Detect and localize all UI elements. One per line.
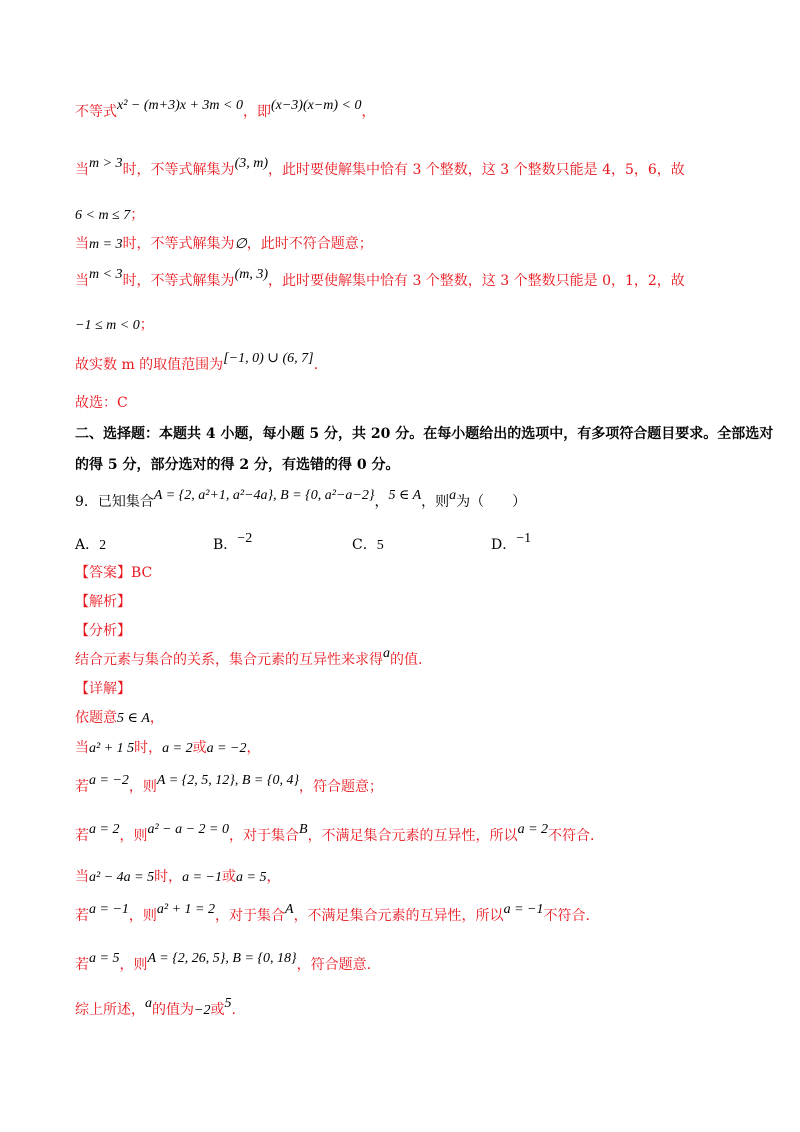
text-span: ，则 <box>119 828 148 844</box>
text-span: 若 <box>75 908 89 924</box>
text-span: ，不满足集合元素的互异性，所以 <box>307 828 518 844</box>
text-span: . <box>231 1002 236 1018</box>
text-span: ，对于集合 <box>229 828 299 844</box>
answer-line <box>75 563 152 583</box>
text-span: 当 <box>75 273 89 289</box>
text-line <box>75 902 590 927</box>
math-expression: a² − a − 2 = 0 <box>147 822 229 837</box>
text-span: ，此时不符合题意； <box>246 236 373 252</box>
text-span: 或 <box>192 740 207 756</box>
text-span: 【解析】 <box>75 594 131 610</box>
option-d <box>491 531 532 554</box>
section-heading <box>75 455 399 475</box>
text-span: 或 <box>222 869 236 885</box>
math-expression: A <box>285 902 294 917</box>
text-line <box>75 267 685 292</box>
option-label: D． <box>491 537 517 553</box>
text-span: ， <box>149 710 164 726</box>
text-span: 时，不等式解集为 <box>122 162 235 178</box>
math-expression: (x−3)(x−m) < 0 <box>270 98 362 113</box>
text-span: 若 <box>75 828 89 844</box>
text-span: 时，不等式解集为 <box>122 273 235 289</box>
text-line <box>75 98 376 123</box>
text-line <box>75 773 384 798</box>
math-expression: A = {2, 26, 5}, B = {0, 18} <box>147 951 297 966</box>
math-expression: a = −1 <box>89 902 129 917</box>
detail-heading <box>75 679 131 699</box>
math-expression: m > 3 <box>89 156 123 171</box>
text-span: 依题意 <box>75 710 117 726</box>
text-span: 当 <box>75 236 89 252</box>
text-span: ， <box>246 740 261 756</box>
text-span: 当 <box>75 162 89 178</box>
option-value: −2 <box>237 531 253 546</box>
option-b <box>213 531 253 554</box>
section-heading <box>75 424 773 444</box>
text-line <box>75 867 280 888</box>
option-label: A． <box>75 537 100 553</box>
math-expression: m = 3 <box>89 237 123 252</box>
text-span: ，则 <box>421 494 450 510</box>
option-value: 2 <box>99 538 107 553</box>
text-span: 若 <box>75 779 89 795</box>
math-expression: (3, m) <box>234 156 268 171</box>
math-expression: B <box>299 822 308 837</box>
math-expression: 5 ∈ A <box>388 488 422 503</box>
text-span: 9．已知集合 <box>75 494 154 510</box>
text-span: ； <box>130 207 145 223</box>
text-span: ，不满足集合元素的互异性，所以 <box>293 908 504 924</box>
text-span: 当 <box>75 869 89 885</box>
text-line <box>75 822 595 847</box>
text-line <box>75 205 144 226</box>
text-line <box>75 393 128 413</box>
option-value: 5 <box>376 538 384 553</box>
text-span: ，即 <box>242 104 271 120</box>
text-span: ； <box>139 317 154 333</box>
text-span: 当 <box>75 740 89 756</box>
math-expression: −1 ≤ m < 0 <box>75 318 140 333</box>
analysis-subheading <box>75 621 131 641</box>
math-expression: a <box>145 996 152 1011</box>
text-span: 的值. <box>390 652 423 668</box>
heading-text: 二、选择题：本题共 4 小题，每小题 5 分，共 20 分。在每小题给出的选项中，有多项符合题目要求。全部选对 <box>75 426 774 442</box>
text-line <box>75 708 164 729</box>
math-expression: a² + 1 5 <box>89 741 135 756</box>
text-line <box>75 951 372 976</box>
math-expression: [−1, 0) ∪ (6, 7] <box>223 351 314 366</box>
math-expression: A = {2, a²+1, a²−4a}, B = {0, a²−a−2} <box>153 488 375 503</box>
question-stem <box>75 488 527 513</box>
text-span: 结合元素与集合的关系，集合元素的互异性来求得 <box>75 652 383 668</box>
math-expression: a = −1 <box>182 870 222 885</box>
heading-text: 的得 5 分，部分选对的得 2 分，有选错的得 0 分。 <box>75 457 400 473</box>
text-span: 【详解】 <box>75 681 131 697</box>
text-span: 不符合. <box>543 908 590 924</box>
math-expression: a = 5 <box>236 870 267 885</box>
math-expression: a <box>449 488 457 503</box>
math-expression: a² + 1 = 2 <box>156 902 215 917</box>
math-expression: −2 <box>194 1003 211 1018</box>
text-span: 若 <box>75 957 89 973</box>
text-line <box>75 996 236 1021</box>
text-span: 故实数 m 的取值范围为 <box>75 357 224 373</box>
math-expression: a² − 4a = 5 <box>89 870 155 885</box>
option-a <box>75 534 106 554</box>
text-span: 【分析】 <box>75 623 131 639</box>
text-span: . <box>313 357 319 373</box>
text-span: 时， <box>154 869 183 885</box>
math-expression: a = 2 <box>162 741 193 756</box>
text-line <box>75 156 685 181</box>
text-line <box>75 351 319 376</box>
math-expression: a <box>383 646 390 661</box>
text-span: 故选：C <box>75 395 128 411</box>
text-span: 不符合. <box>548 828 595 844</box>
text-span: 时，不等式解集为 <box>122 236 235 252</box>
math-expression: a = −2 <box>206 741 247 756</box>
text-span: ，则 <box>119 957 148 973</box>
option-label: B． <box>213 537 238 553</box>
math-expression: a = 2 <box>517 822 549 837</box>
text-span: 时， <box>134 740 163 756</box>
text-line <box>75 738 261 759</box>
math-expression: A = {2, 5, 12}, B = {0, 4} <box>156 773 300 788</box>
text-span: ，此时要使解集中恰有 3 个整数，这 3 个整数只能是 0，1，2，故 <box>268 273 685 289</box>
text-span: 的值为 <box>152 1002 194 1018</box>
text-span: ，则 <box>128 779 157 795</box>
text-line <box>75 646 423 671</box>
math-expression: a = −2 <box>89 773 129 788</box>
math-expression: (m, 3) <box>234 267 268 282</box>
analysis-heading <box>75 592 131 612</box>
text-span: 为（ ） <box>456 494 527 510</box>
text-line <box>75 315 154 336</box>
text-span: 【答案】BC <box>75 565 153 581</box>
text-line <box>75 234 373 255</box>
math-expression: x² − (m+3)x + 3m < 0 <box>117 98 243 113</box>
math-expression: 5 ∈ A <box>117 711 150 726</box>
text-span: ，则 <box>128 908 157 924</box>
math-expression: ∅ <box>234 237 247 252</box>
text-span: ，此时要使解集中恰有 3 个整数，这 3 个整数只能是 4，5，6，故 <box>268 162 685 178</box>
option-value: −1 <box>516 531 532 546</box>
text-span: ，符合题意； <box>299 779 384 795</box>
math-expression: a = −1 <box>503 902 544 917</box>
option-c <box>352 534 384 554</box>
math-expression: a = 2 <box>89 822 120 837</box>
text-span: ，对于集合 <box>215 908 285 924</box>
text-span: ，符合题意. <box>296 957 372 973</box>
text-span: ， <box>266 869 281 885</box>
math-expression: 5 <box>224 996 232 1011</box>
option-label: C． <box>352 537 377 553</box>
text-span: 或 <box>210 1002 225 1018</box>
math-expression: a = 5 <box>89 951 120 966</box>
text-span: 不等式 <box>75 104 117 120</box>
math-expression: 6 < m ≤ 7 <box>75 208 131 223</box>
text-span: ， <box>374 494 389 510</box>
text-span: ， <box>361 104 376 120</box>
text-span: 综上所述， <box>75 1002 145 1018</box>
math-expression: m < 3 <box>89 267 123 282</box>
